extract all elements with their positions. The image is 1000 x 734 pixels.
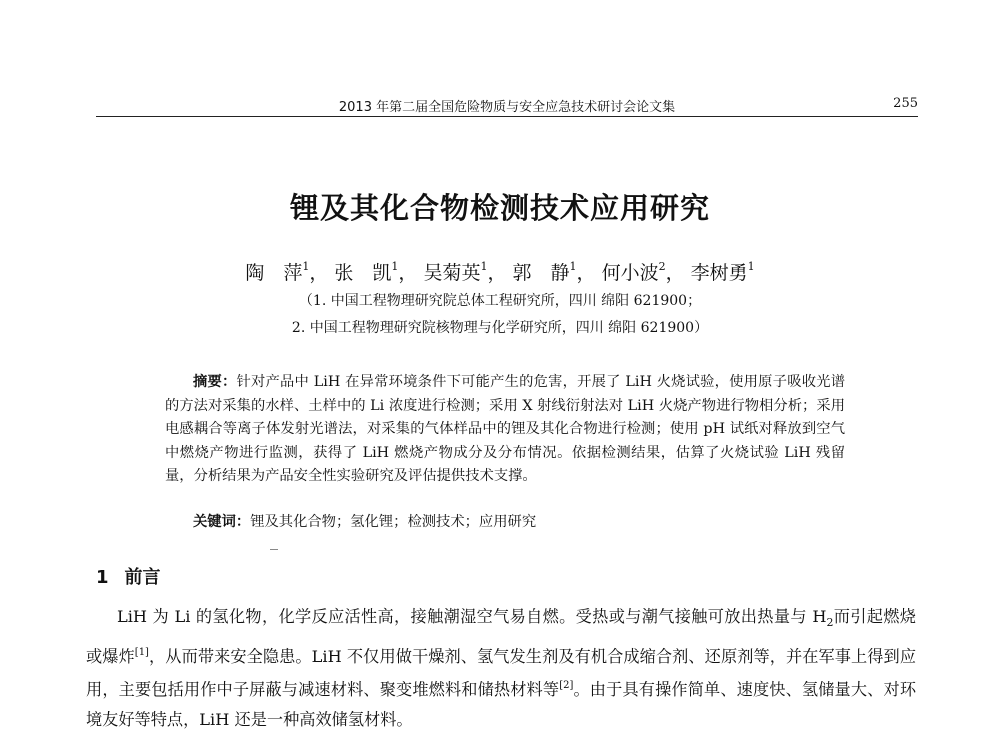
citation-ref: [2] (559, 680, 574, 692)
keywords-label: 关键词： (193, 514, 251, 530)
paragraph-text: 而引起燃烧或爆炸 (86, 607, 916, 666)
paragraph-text: ，从而带来安全隐患。LiH 不仅用做干燥剂、氢气发生剂及有机合成缩合剂、还原剂等，并在军事上得到应用，主要包括用作中子屏蔽与减速材料、聚变堆燃料和储热材料等 (86, 646, 917, 700)
author-name: 张 凯 (334, 262, 392, 284)
subscript: 2 (826, 616, 834, 630)
keywords-text: 锂及其化合物；氢化锂；检测技术；应用研究 (250, 514, 537, 530)
author-name: 李树勇 (690, 262, 748, 284)
paper-title: 锂及其化合物检测技术应用研究 (289, 191, 710, 225)
author-name: 陶 萍 (245, 262, 303, 284)
author-affiliation-mark: 1 (302, 260, 310, 273)
author-name: 郭 静 (512, 262, 570, 284)
section-number: 1 (96, 567, 109, 588)
author-affiliation-mark: 1 (747, 260, 755, 273)
author-affiliation-mark: 1 (480, 260, 488, 273)
section-heading (96, 563, 161, 589)
author-name: 何小波 (601, 262, 659, 284)
author-affiliation-mark: 1 (391, 260, 399, 273)
abstract-text: 针对产品中 LiH 在异常环境条件下可能产生的危害，开展了 LiH 火烧试验，使用原子吸收光谱的方法对采集的水样、土样中的 Li 浓度进行检测；采用 X 射线衍射法对 LiH 火烧产物进行物相分析；采用电感耦合等离子体发射光谱法，对采集的气体样品中的锂及其化合物进行检测；使用 pH 试纸对释放到空气中燃烧产物进行监测，获得了 LiH 燃烧产物成分及分布情况。依据检测结果，估算了火烧试验 LiH 残留量，分析结果为产品安全性实验研究及评估提供技术支撑。 (165, 374, 845, 484)
section-title: 前言 (124, 567, 161, 588)
conference-name: 2013 年第二届全国危险物质与安全应急技术研讨会论文集 (338, 100, 676, 115)
running-header (96, 94, 918, 114)
author-affiliation-mark: 1 (569, 260, 577, 273)
body-paragraph (86, 602, 916, 734)
affiliation-2: 2. 中国工程物理研究院核物理与化学研究所，四川 绵阳 621900） (291, 320, 709, 336)
citation-ref: [1] (134, 646, 149, 658)
header-rule (96, 116, 918, 117)
abstract-label: 摘要： (193, 374, 237, 390)
paragraph-text: 。由于具有操作简单、速度快、氢储量大、对环境友好等特点，LiH 还是一种高效储氢材料。 (86, 680, 917, 729)
author-list: 陶 萍$^1$， 张 凯$^1$， 吴菊英$^1$， 郭 静$^1$， 何小波$^2$， 李树勇$^1$ (245, 260, 755, 284)
keywords (193, 511, 853, 531)
paragraph-text: LiH 为 Li 的氢化物，化学反应活性高，接触潮湿空气易自燃。受热或与潮气接触可放出热量与 H (117, 607, 827, 626)
abstract (165, 371, 845, 489)
affiliation-1: （1. 中国工程物理研究院总体工程研究所，四川 绵阳 621900； (298, 293, 702, 309)
author-name: 吴菊英 (423, 262, 481, 284)
page-number: 255 (893, 96, 918, 111)
scan-mark (270, 549, 278, 550)
author-affiliation-mark: 2 (658, 260, 666, 273)
